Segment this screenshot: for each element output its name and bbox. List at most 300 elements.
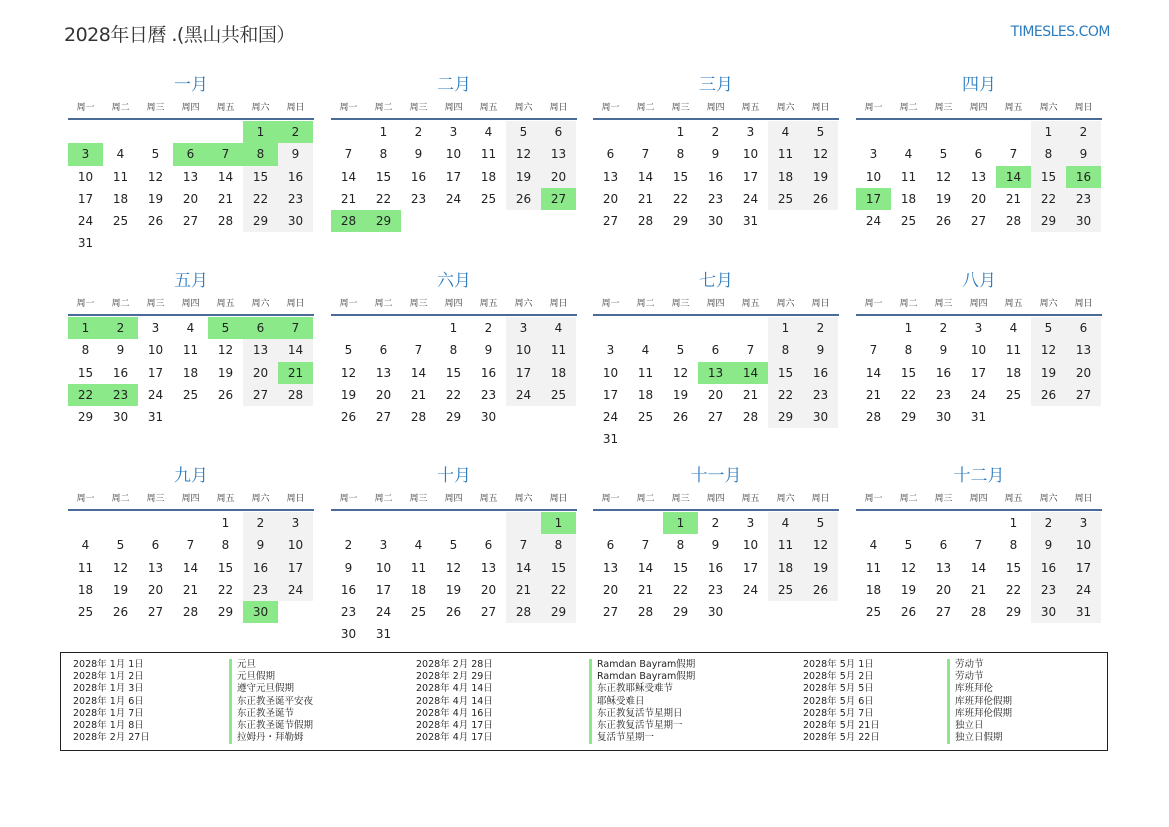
day-cell: 18 [637, 387, 654, 402]
day-cell: 4 [81, 538, 90, 553]
weekday-label: 周一 [864, 103, 883, 113]
empty-cell [1066, 406, 1101, 428]
day-cell: 24 [506, 384, 541, 406]
empty-cell [803, 428, 838, 450]
holiday-name: Ramdan Bayram假期 [589, 671, 695, 683]
day-cell: 28 [637, 214, 654, 229]
weekday-label: 周三 [671, 299, 690, 309]
weekday-header [68, 296, 314, 312]
holiday-list [60, 652, 1108, 751]
day-cell: 14 [278, 339, 313, 361]
day-cell: 10 [278, 534, 313, 556]
weekday-label: 周一 [339, 103, 358, 113]
day-cell: 5 [506, 121, 541, 143]
empty-cell [996, 406, 1031, 428]
day-cell: 15 [672, 169, 689, 184]
holiday-date: 2028年 4月 14日 [416, 683, 493, 695]
month-calendar [331, 270, 577, 428]
empty-cell [278, 406, 313, 428]
day-cell: 12 [217, 343, 234, 358]
day-cell: 29 [243, 210, 278, 232]
day-cell: 26 [935, 214, 952, 229]
month-name: 五月 [174, 271, 208, 291]
day-cell: 11 [77, 560, 94, 575]
day-cell: 26 [217, 387, 234, 402]
weekday-label: 周四 [969, 299, 988, 309]
day-cell: 19 [803, 557, 838, 579]
empty-cell [628, 317, 663, 339]
day-cell: 1 [68, 317, 103, 339]
day-cell: 30 [340, 627, 357, 642]
day-cell: 16 [278, 166, 313, 188]
day-cell: 2 [1031, 512, 1066, 534]
day-cell: 7 [641, 147, 650, 162]
holiday-name: 东正教耶稣受难节 [589, 683, 695, 695]
month-calendar [593, 465, 839, 623]
empty-cell [506, 406, 541, 428]
empty-cell [331, 317, 366, 339]
weekday-label: 周四 [181, 103, 200, 113]
empty-cell [471, 210, 506, 232]
day-cell: 30 [935, 410, 952, 425]
day-cell: 18 [410, 582, 427, 597]
holiday-name: 东正教复活节星期日 [589, 708, 695, 720]
day-cell: 9 [344, 560, 353, 575]
weekday-label: 周六 [514, 103, 533, 113]
day-cell: 31 [375, 627, 392, 642]
empty-cell [471, 512, 506, 534]
weekday-label: 周二 [636, 494, 655, 504]
day-cell: 11 [865, 560, 882, 575]
day-cell: 27 [147, 605, 164, 620]
empty-cell [103, 232, 138, 254]
weekday-label: 周日 [286, 494, 305, 504]
holiday-name: 库班拜伦假期 [947, 696, 1012, 708]
weekday-label: 周六 [251, 494, 270, 504]
day-cell: 10 [742, 538, 759, 553]
empty-cell [891, 512, 926, 534]
empty-cell [436, 512, 471, 534]
weekday-label: 周六 [251, 299, 270, 309]
day-cell: 29 [217, 605, 234, 620]
day-cell: 12 [506, 143, 541, 165]
day-cell: 25 [1005, 387, 1022, 402]
day-cell: 1 [663, 512, 698, 534]
day-cell: 2 [278, 121, 313, 143]
weekday-header [68, 100, 314, 116]
header-rule [593, 509, 839, 511]
day-cell: 16 [707, 560, 724, 575]
day-cell: 11 [768, 143, 803, 165]
day-cell: 6 [151, 538, 160, 553]
day-cell: 14 [970, 560, 987, 575]
weekday-label: 周二 [636, 299, 655, 309]
day-cell: 5 [1031, 317, 1066, 339]
weekday-label: 周五 [479, 494, 498, 504]
day-cell: 24 [742, 582, 759, 597]
day-cell: 19 [112, 582, 129, 597]
weekday-label: 周二 [899, 494, 918, 504]
weekday-label: 周五 [741, 299, 760, 309]
month-calendar [593, 270, 839, 451]
weekday-label: 周一 [864, 299, 883, 309]
day-cell: 6 [939, 538, 948, 553]
day-cell: 26 [112, 605, 129, 620]
empty-cell [856, 121, 891, 143]
day-cell: 22 [1031, 188, 1066, 210]
day-cell: 17 [147, 365, 164, 380]
day-cell: 19 [1031, 362, 1066, 384]
day-cell: 6 [974, 147, 983, 162]
day-cell: 20 [602, 191, 619, 206]
day-cell: 4 [641, 343, 650, 358]
day-cell: 5 [904, 538, 913, 553]
empty-cell [471, 623, 506, 645]
day-cell: 26 [445, 605, 462, 620]
weekday-label: 周二 [374, 299, 393, 309]
day-cell: 23 [340, 605, 357, 620]
day-cell: 4 [768, 512, 803, 534]
day-cell: 26 [340, 410, 357, 425]
weekday-label: 周日 [811, 103, 830, 113]
day-cell: 18 [900, 191, 917, 206]
day-cell: 8 [904, 343, 913, 358]
day-cell: 30 [1031, 601, 1066, 623]
header-rule [331, 509, 577, 511]
day-cell: 28 [865, 410, 882, 425]
weekday-label: 周三 [409, 299, 428, 309]
day-cell: 15 [243, 166, 278, 188]
weekday-label: 周六 [251, 103, 270, 113]
weekday-label: 周二 [111, 299, 130, 309]
day-cell: 8 [81, 343, 90, 358]
weekday-header [331, 296, 577, 312]
day-cell: 28 [1005, 214, 1022, 229]
weekday-label: 周五 [1004, 103, 1023, 113]
weekday-label: 周日 [811, 299, 830, 309]
day-cell: 28 [182, 605, 199, 620]
day-cell: 21 [182, 582, 199, 597]
day-cell: 2 [484, 321, 493, 335]
day-cell: 3 [974, 321, 983, 335]
day-cell: 24 [602, 410, 619, 425]
day-cell: 6 [484, 538, 493, 553]
day-cell: 18 [77, 582, 94, 597]
header-rule [68, 118, 314, 120]
holiday-name: 劳动节 [947, 671, 1012, 683]
day-cell: 22 [217, 582, 234, 597]
day-grid [68, 512, 314, 623]
weekday-header [593, 491, 839, 507]
day-cell: 3 [869, 147, 878, 162]
day-cell: 31 [602, 432, 619, 447]
day-cell: 22 [68, 384, 103, 406]
weekday-label: 周五 [1004, 299, 1023, 309]
day-cell: 6 [379, 343, 388, 358]
day-cell: 7 [278, 317, 313, 339]
day-cell: 25 [865, 605, 882, 620]
day-cell: 1 [379, 125, 388, 139]
weekday-label: 周二 [111, 494, 130, 504]
weekday-label: 周五 [741, 103, 760, 113]
day-cell: 4 [414, 538, 423, 553]
day-cell: 8 [541, 534, 576, 556]
day-cell: 16 [803, 362, 838, 384]
month-name: 四月 [962, 75, 996, 95]
weekday-label: 周五 [741, 494, 760, 504]
weekday-label: 周四 [181, 299, 200, 309]
empty-cell [68, 121, 103, 143]
day-cell: 31 [970, 410, 987, 425]
empty-cell [663, 428, 698, 450]
day-cell: 13 [1066, 339, 1101, 361]
day-cell: 28 [331, 210, 366, 232]
month-name: 三月 [699, 75, 733, 95]
day-cell: 3 [506, 317, 541, 339]
header-rule [856, 118, 1102, 120]
day-cell: 30 [707, 214, 724, 229]
day-cell: 2 [414, 125, 423, 139]
day-cell: 3 [151, 321, 160, 335]
day-cell: 10 [970, 343, 987, 358]
day-cell: 24 [1066, 579, 1101, 601]
day-cell: 18 [480, 169, 497, 184]
empty-cell [401, 317, 436, 339]
site-link[interactable]: TIMESLES.COM [1010, 24, 1110, 40]
day-cell: 23 [243, 579, 278, 601]
empty-cell [733, 428, 768, 450]
day-cell: 5 [116, 538, 125, 553]
day-cell: 8 [1031, 143, 1066, 165]
day-grid [593, 121, 839, 232]
day-cell: 30 [707, 605, 724, 620]
day-cell: 20 [243, 362, 278, 384]
day-cell: 6 [1066, 317, 1101, 339]
day-cell: 12 [147, 169, 164, 184]
day-cell: 9 [803, 339, 838, 361]
day-cell: 18 [112, 191, 129, 206]
day-cell: 27 [375, 410, 392, 425]
empty-cell [138, 512, 173, 534]
day-cell: 27 [707, 410, 724, 425]
empty-cell [278, 601, 313, 623]
day-cell: 22 [541, 579, 576, 601]
weekday-label: 周一 [76, 494, 95, 504]
day-cell: 21 [970, 582, 987, 597]
day-cell: 13 [480, 560, 497, 575]
day-cell: 27 [480, 605, 497, 620]
day-cell: 10 [147, 343, 164, 358]
day-cell: 5 [939, 147, 948, 162]
weekday-label: 周六 [514, 494, 533, 504]
day-cell: 23 [1031, 579, 1066, 601]
empty-cell [733, 317, 768, 339]
day-cell: 4 [541, 317, 576, 339]
day-cell: 12 [445, 560, 462, 575]
day-cell: 25 [541, 384, 576, 406]
day-cell: 16 [112, 365, 129, 380]
day-cell: 15 [375, 169, 392, 184]
holiday-name: 劳动节 [947, 659, 1012, 671]
day-cell: 12 [1031, 339, 1066, 361]
day-cell: 11 [900, 169, 917, 184]
weekday-label: 周一 [339, 299, 358, 309]
day-cell: 5 [151, 147, 160, 162]
empty-cell [506, 623, 541, 645]
day-cell: 1 [449, 321, 458, 335]
month-name: 十月 [437, 466, 471, 486]
weekday-label: 周三 [409, 494, 428, 504]
empty-cell [138, 232, 173, 254]
day-cell: 18 [865, 582, 882, 597]
holiday-date-column [803, 659, 953, 744]
header-rule [593, 314, 839, 316]
header-rule [68, 509, 314, 511]
holiday-name: 拉姆丹・拜勒姆 [229, 732, 313, 744]
day-cell: 6 [173, 143, 208, 165]
weekday-label: 周四 [706, 494, 725, 504]
day-cell: 8 [676, 147, 685, 162]
header-rule [331, 314, 577, 316]
day-cell: 20 [541, 166, 576, 188]
day-cell: 8 [379, 147, 388, 162]
weekday-label: 周日 [1074, 299, 1093, 309]
month-name: 十二月 [953, 466, 1005, 486]
day-cell: 23 [410, 191, 427, 206]
empty-cell [401, 210, 436, 232]
day-cell: 21 [742, 387, 759, 402]
day-cell: 27 [602, 214, 619, 229]
empty-cell [593, 512, 628, 534]
day-grid [593, 317, 839, 451]
day-cell: 25 [77, 605, 94, 620]
day-cell: 25 [410, 605, 427, 620]
day-cell: 29 [900, 410, 917, 425]
day-cell: 19 [672, 387, 689, 402]
day-cell: 12 [935, 169, 952, 184]
header-rule [856, 314, 1102, 316]
empty-cell [366, 317, 401, 339]
day-cell: 28 [970, 605, 987, 620]
day-cell: 18 [1005, 365, 1022, 380]
empty-cell [663, 317, 698, 339]
day-cell: 11 [768, 534, 803, 556]
weekday-header [68, 491, 314, 507]
month-calendar [856, 270, 1102, 428]
day-cell: 20 [935, 582, 952, 597]
month-calendar [331, 465, 577, 646]
day-cell: 1 [676, 125, 685, 139]
weekday-label: 周六 [776, 299, 795, 309]
weekday-label: 周五 [479, 103, 498, 113]
day-cell: 15 [541, 557, 576, 579]
empty-cell [768, 210, 803, 232]
day-cell: 24 [445, 191, 462, 206]
weekday-label: 周四 [706, 103, 725, 113]
day-cell: 27 [541, 188, 576, 210]
month-name: 一月 [174, 75, 208, 95]
day-cell: 1 [904, 321, 913, 335]
day-cell: 6 [541, 121, 576, 143]
day-cell: 14 [865, 365, 882, 380]
day-cell: 25 [480, 191, 497, 206]
day-cell: 18 [768, 557, 803, 579]
day-cell: 16 [480, 365, 497, 380]
day-cell: 17 [445, 169, 462, 184]
holiday-date: 2028年 1月 7日 [73, 707, 144, 719]
day-cell: 5 [803, 512, 838, 534]
header-rule [331, 118, 577, 120]
day-cell: 19 [935, 191, 952, 206]
empty-cell [926, 121, 961, 143]
month-calendar [856, 74, 1102, 232]
day-cell: 5 [344, 343, 353, 358]
day-cell: 30 [1066, 210, 1101, 232]
holiday-name: 独立日 [947, 720, 1012, 732]
day-cell: 12 [340, 365, 357, 380]
day-cell: 7 [974, 538, 983, 553]
day-cell: 14 [410, 365, 427, 380]
header-rule [856, 509, 1102, 511]
day-cell: 18 [768, 166, 803, 188]
day-cell: 13 [602, 169, 619, 184]
day-cell: 13 [147, 560, 164, 575]
day-cell: 30 [112, 410, 129, 425]
day-cell: 15 [1031, 166, 1066, 188]
day-cell: 9 [243, 534, 278, 556]
weekday-label: 周日 [1074, 494, 1093, 504]
empty-cell [593, 121, 628, 143]
holiday-date: 2028年 1月 6日 [73, 695, 144, 707]
day-cell: 25 [768, 188, 803, 210]
day-cell: 20 [375, 387, 392, 402]
day-cell: 2 [711, 516, 720, 530]
day-cell: 9 [278, 143, 313, 165]
weekday-label: 周一 [339, 494, 358, 504]
day-cell: 20 [602, 582, 619, 597]
weekday-label: 周四 [706, 299, 725, 309]
day-cell: 20 [970, 191, 987, 206]
day-cell: 4 [116, 147, 125, 162]
day-cell: 24 [865, 214, 882, 229]
empty-cell [1031, 406, 1066, 428]
day-cell: 23 [935, 387, 952, 402]
weekday-label: 周四 [444, 494, 463, 504]
day-cell: 14 [340, 169, 357, 184]
empty-cell [628, 428, 663, 450]
empty-cell [856, 512, 891, 534]
day-cell: 2 [1066, 121, 1101, 143]
day-cell: 25 [900, 214, 917, 229]
weekday-label: 周一 [601, 103, 620, 113]
day-cell: 29 [672, 214, 689, 229]
day-cell: 6 [606, 538, 615, 553]
day-cell: 10 [1066, 534, 1101, 556]
empty-cell [138, 121, 173, 143]
day-cell: 2 [711, 125, 720, 139]
day-cell: 17 [742, 169, 759, 184]
holiday-name: 东正教复活节星期一 [589, 720, 695, 732]
weekday-label: 周五 [1004, 494, 1023, 504]
day-cell: 7 [641, 538, 650, 553]
day-cell: 7 [186, 538, 195, 553]
day-cell: 14 [637, 560, 654, 575]
day-grid [68, 317, 314, 428]
empty-cell [331, 121, 366, 143]
day-cell: 19 [900, 582, 917, 597]
day-cell: 23 [103, 384, 138, 406]
day-cell: 7 [1009, 147, 1018, 162]
